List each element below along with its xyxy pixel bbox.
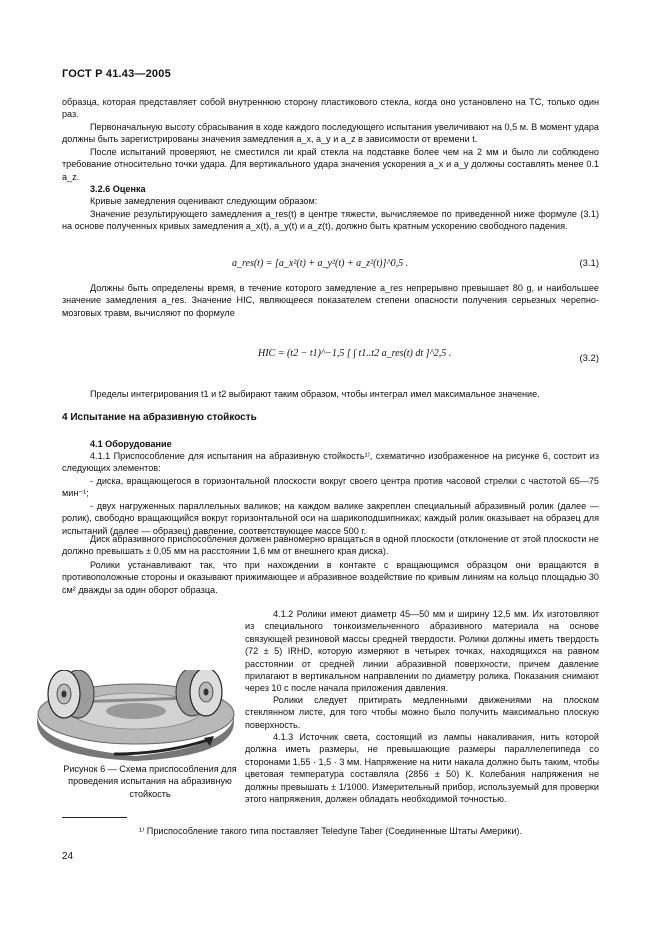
paragraph-p3: После испытаний проверяют, не сместился ли край стекла на подставке более чем на 2 мм и было ли соблюдено требование относительно точки удара. Для вертикального удара значения ускорения a_x и a_y должны составлять менее 0.1 a_z. — [62, 147, 599, 182]
footnote-divider — [62, 817, 127, 818]
document-header: ГОСТ Р 41.43—2005 — [62, 68, 171, 80]
paragraph-p7: Пределы интегрирования t1 и t2 выбирают таким образом, чтобы интеграл имел максимальное значение. — [90, 389, 540, 399]
section-heading-4: 4 Испытание на абразивную стойкость — [62, 412, 257, 423]
paragraph-p4: Кривые замедления оценивают следующим образом: — [90, 196, 318, 206]
figure-caption: Рисунок 6 — Схема приспособления для проведения испытания на абразивную стойкость — [63, 764, 237, 799]
paragraph-roller-setup: Ролики устанавливают так, что при нахождении в контакте с вращающимся образцом они вращаются в противоположные стороны и оказывают прижимающее и абразивное воздействие по кривым линиям на кольцо площадью 30 см² дважды за один оборот образца. — [62, 560, 599, 595]
paragraph-411: 4.1.1 Приспособление для испытания на абразивную стойкость¹⁾, схематично изображенное на рисунке 6, состоит из следующих элементов: — [62, 451, 599, 474]
formula-3-2: HIC = (t2 − t1)^−1,5 [ ∫ t1..t2 a_res(t) dt ]^2,5 . — [258, 348, 452, 359]
paragraph-roller-rubbing: Ролики следует притирать медленными движениями на плоском стеклянном листе, для того чтобы можно было получить максимально плоскую поверхность. — [245, 695, 599, 730]
footnote: ¹⁾ Приспособление такого типа поставляет Teledyne Taber (Соединенные Штаты Америки). — [139, 826, 522, 836]
paragraph-p5: Значение результирующего замедления a_res(t) в центре тяжести, вычисляемое по приведенной ниже формуле (3.1) на основе полученных кривых замедления a_x(t), a_y(t) и a_z(t), должно быть кратным ускорению свободного падения. — [62, 209, 599, 232]
paragraph-rollers: - двух нагруженных параллельных валиков; на каждом валике закреплен специальный абразивный ролик (далее — ролик), свободно вращающийся вокруг горизонтальной оси на шарикоподшипниках; каждый ролик оказывает на образец для испытаний (далее — образец) давление, соответствующее массе 500 г. — [62, 501, 599, 536]
page-number: 24 — [62, 851, 74, 862]
paragraph-p2: Первоначальную высоту сбрасывания в ходе каждого последующего испытания увеличивают на 0,5 м. В момент удара должны быть зарегистрированы значения замедления a_x, a_y и a_z в зависимости от времени t. — [62, 122, 599, 145]
abrasion-tester-diagram — [34, 670, 240, 764]
equation-number-3-1: (3.1) — [579, 258, 599, 269]
paragraph-413: 4.1.3 Источник света, состоящий из лампы накаливания, нить которой должна иметь размеры, не превышающие размеры параллелепипеда со сторонами 1,55 · 1,5 · 3 мм. Напряжение на нити накала должно быть таким, чтобы цветовая температура составляла (2856 ± 50) К. Колебания напряжения не должны превышать ± 1/1000. Измерительный прибор, используемый для проверки этого напряжения, должен обладать необходимой точностью. — [245, 732, 599, 805]
paragraph-p6: Должны быть определены время, в течение которого замедление a_res непрерывно превышает 80 g, и наибольшее значение замедления a_res. Значение HIC, являющееся показателем степени опасности получения серьезных черепно-мозговых травм, вычисляют по формуле — [62, 283, 599, 318]
paragraph-disk: - диска, вращающегося в горизонтальной плоскости вокруг своего центра против часовой стрелки с частотой 65—75 мин⁻¹; — [62, 476, 599, 499]
paragraph-412: 4.1.2 Ролики имеют диаметр 45—50 мм и ширину 12,5 мм. Их изготовляют из специального тонкоизмельченного абразивного материала на основе связующей резиновой массы средней твердости. Ролики должны иметь твердость (72 ± 5) IRHD, которую измеряют в четырех точках, находящихся на равном расстоянии от средней линии абразивной поверхности, причем давление прилагают в вертикальном направлении по диаметру ролика. Показания снимают через 10 с после начала приложения давления. — [245, 609, 599, 694]
section-heading-326: 3.2.6 Оценка — [90, 184, 146, 194]
section-heading-41: 4.1 Оборудование — [90, 439, 172, 449]
paragraph-disk-plane: Диск абразивного приспособления должен равномерно вращаться в одной плоскости (отклонение от этой плоскости не должно превышать ± 0,05 мм на расстоянии 1,6 мм от внешнего края диска). — [62, 534, 599, 557]
equation-number-3-2: (3.2) — [579, 353, 599, 364]
paragraph-p1: образца, которая представляет собой внутреннюю сторону пластикового стекла, когда оно установлено на ТС, только один раз. — [62, 97, 599, 120]
formula-3-1: a_res(t) = [a_x²(t) + a_y²(t) + a_z²(t)]^0,5 . — [232, 258, 409, 269]
